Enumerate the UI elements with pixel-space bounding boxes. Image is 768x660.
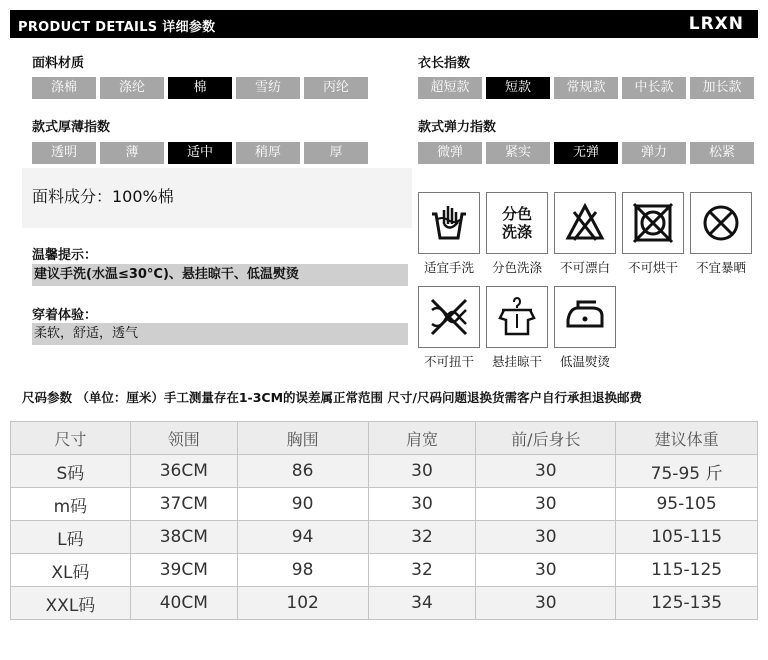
table-cell: 90	[237, 488, 368, 521]
care-no-sun-dry	[690, 192, 752, 276]
size-table	[10, 421, 758, 620]
fabric-options	[32, 77, 368, 99]
fabric-label: 面料材质	[32, 56, 85, 71]
table-cell: 30	[476, 455, 616, 488]
no-tumble-dry-icon	[630, 200, 676, 246]
hang-dry-icon	[494, 294, 540, 340]
length-option: 常规款	[554, 77, 618, 99]
elasticity-options	[418, 142, 754, 164]
fabric-option: 雪纺	[236, 77, 300, 99]
elasticity-option: 微弹	[418, 142, 482, 164]
care-label: 不可烘干	[627, 260, 678, 275]
table-header-row	[11, 422, 758, 455]
length-label: 衣长指数	[418, 56, 471, 71]
separate-wash-icon: 分色 洗涤	[501, 205, 532, 241]
care-separate-wash	[486, 192, 548, 276]
table-cell: 94	[237, 521, 368, 554]
table-cell: 30	[476, 587, 616, 620]
table-cell: XL码	[11, 554, 131, 587]
table-cell: 125-135	[616, 587, 758, 620]
table-cell: 30	[368, 488, 476, 521]
column-header: 前/后身长	[476, 422, 616, 455]
feel-text: 柔软，舒适，透气	[32, 323, 408, 345]
table-cell: 30	[476, 554, 616, 587]
care-hand-wash	[418, 192, 480, 276]
thickness-option: 稍厚	[236, 142, 300, 164]
table-cell: S码	[11, 455, 131, 488]
table-cell: 95-105	[616, 488, 758, 521]
table-cell: XXL码	[11, 587, 131, 620]
table-cell: 32	[368, 554, 476, 587]
column-header: 尺寸	[11, 422, 131, 455]
fabric-option: 涤棉	[32, 77, 96, 99]
table-cell: 105-115	[616, 521, 758, 554]
table-row	[11, 455, 758, 488]
table-cell: 36CM	[130, 455, 237, 488]
hand-wash-icon	[426, 200, 472, 246]
header-bar	[10, 10, 758, 38]
fabric-option: 棉	[168, 77, 232, 99]
thickness-option: 透明	[32, 142, 96, 164]
no-sun-dry-icon	[698, 200, 744, 246]
table-row	[11, 587, 758, 620]
tips-text: 建议手洗(水温≤30°C)、悬挂晾干、低温熨烫	[32, 264, 408, 286]
page-title: PRODUCT DETAILS 详细参数	[18, 20, 216, 35]
length-option: 加长款	[690, 77, 754, 99]
table-cell: 38CM	[130, 521, 237, 554]
length-options	[418, 77, 754, 99]
low-iron-icon	[562, 294, 608, 340]
care-hang-dry	[486, 286, 548, 370]
column-header: 胸围	[237, 422, 368, 455]
length-option: 中长款	[622, 77, 686, 99]
feel-label: 穿着体验：	[32, 308, 98, 323]
elasticity-option: 紧实	[486, 142, 550, 164]
thickness-option: 厚	[304, 142, 368, 164]
care-no-bleach	[554, 192, 616, 276]
fabric-option: 涤纶	[100, 77, 164, 99]
composition-text: 面料成分：100%棉	[32, 187, 174, 206]
table-row	[11, 488, 758, 521]
table-cell: 102	[237, 587, 368, 620]
tips-label: 温馨提示：	[32, 248, 98, 263]
table-cell: 37CM	[130, 488, 237, 521]
composition-panel	[22, 168, 412, 228]
table-cell: m码	[11, 488, 131, 521]
care-low-iron	[554, 286, 616, 370]
brand-logo: LRXN	[688, 14, 744, 34]
thickness-option: 适中	[168, 142, 232, 164]
column-header: 建议体重	[616, 422, 758, 455]
table-cell: 39CM	[130, 554, 237, 587]
column-header: 肩宽	[368, 422, 476, 455]
table-cell: 34	[368, 587, 476, 620]
no-wring-icon	[426, 294, 472, 340]
care-label: 悬挂晾干	[491, 354, 542, 369]
table-cell: 30	[476, 521, 616, 554]
elasticity-option: 无弹	[554, 142, 618, 164]
size-note: 尺码参数 （单位：厘米）手工测量存在1-3CM的误差属正常范围 尺寸/尺码问题退换货需客户自行承担退换邮费	[22, 390, 642, 405]
care-label: 分色洗涤	[491, 260, 542, 275]
care-no-wring	[418, 286, 480, 370]
no-bleach-icon	[562, 200, 608, 246]
thickness-option: 薄	[100, 142, 164, 164]
care-label: 低温熨烫	[559, 354, 610, 369]
length-option: 超短款	[418, 77, 482, 99]
elasticity-option: 松紧	[690, 142, 754, 164]
table-cell: 115-125	[616, 554, 758, 587]
care-no-tumble-dry	[622, 192, 684, 276]
table-cell: 32	[368, 521, 476, 554]
fabric-option: 丙纶	[304, 77, 368, 99]
table-cell: L码	[11, 521, 131, 554]
thickness-options	[32, 142, 368, 164]
elasticity-option: 弹力	[622, 142, 686, 164]
table-cell: 86	[237, 455, 368, 488]
table-cell: 75-95 斤	[616, 455, 758, 488]
table-row	[11, 521, 758, 554]
care-label: 不可扭干	[423, 354, 474, 369]
column-header: 领围	[130, 422, 237, 455]
table-cell: 98	[237, 554, 368, 587]
table-cell: 30	[368, 455, 476, 488]
thickness-label: 款式厚薄指数	[32, 120, 111, 135]
care-label: 适宜手洗	[423, 260, 474, 275]
table-cell: 30	[476, 488, 616, 521]
length-option: 短款	[486, 77, 550, 99]
table-cell: 40CM	[130, 587, 237, 620]
care-label: 不宜暴晒	[695, 260, 746, 275]
table-row	[11, 554, 758, 587]
elasticity-label: 款式弹力指数	[418, 120, 497, 135]
care-label: 不可漂白	[559, 260, 610, 275]
